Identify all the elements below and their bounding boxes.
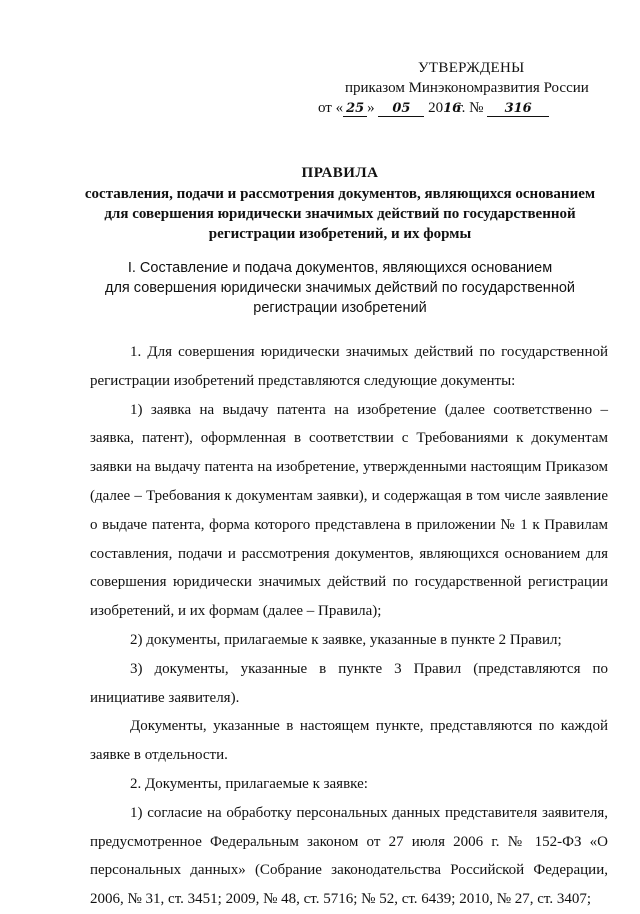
paragraph: 2. Документы, прилагаемые к заявке: xyxy=(130,775,368,792)
paragraph: 1. Для совершения юридически значимых действий по государственной регистрации изобретений представляются следующие документы: xyxy=(90,344,608,389)
document-title xyxy=(70,163,610,244)
document-body xyxy=(90,338,608,914)
handwritten-order-number: 316 xyxy=(487,101,549,117)
handwritten-month: 05 xyxy=(378,101,424,117)
section-heading xyxy=(100,258,580,318)
paragraph: 3) документы, указанные в пункте 3 Правил (представляются по инициативе заявителя). xyxy=(90,660,608,706)
handwritten-day: 25 xyxy=(343,101,367,117)
title-line: для совершения юридически значимых действий по государственной xyxy=(104,206,576,222)
paragraph: Документы, указанные в настоящем пункте, представляются по каждой заявке в отдельности. xyxy=(90,718,608,764)
date-prefix: от « xyxy=(318,100,344,116)
paragraph: 2) документы, прилагаемые к заявке, указанные в пункте 2 Правил; xyxy=(130,631,562,648)
approval-date-line: от « 25 » 05 2016г. № 316 xyxy=(318,98,618,118)
section-line: для совершения юридически значимых действий по государственной xyxy=(104,280,575,296)
approval-block xyxy=(318,58,618,118)
approval-order: приказом Минэкономразвития России xyxy=(345,80,589,96)
year-end: г. № xyxy=(457,100,484,116)
paragraph: 1) заявка на выдачу патента на изобретение (далее соответственно – заявка, патент), оформленная в соответствии с Требованиями к документам заявки на выдачу патента на изобретение, утвержденными настоящим Приказом (далее – Требования к документам заявки), и содержащая в том числе заявление о выдаче патента, форма которого представлена в приложении № 1 к Правилам составления, подачи и рассмотрения документов, являющихся основанием для совершения юридически значимых действий по государственной регистрации изобретений, и их формам (далее – Правила); xyxy=(90,401,608,620)
handwritten-year: 16 xyxy=(443,101,462,116)
section-line: регистрации изобретений xyxy=(253,300,427,316)
section-line: I. Составление и подача документов, являющихся основанием xyxy=(127,260,553,276)
title-main: ПРАВИЛА xyxy=(301,165,379,181)
title-line: составления, подачи и рассмотрения документов, являющихся основанием xyxy=(84,186,596,202)
title-line: регистрации изобретений, и их формы xyxy=(208,226,472,242)
paragraph: 1) согласие на обработку персональных данных представителя заявителя, предусмотренное Федеральным законом от 27 июля 2006 г. № 152-ФЗ «О персональных данных» (Собрание законодательства Российской Федерации, 2006, № 31, ст. 3451; 2009, № 48, ст. 5716; № 52, ст. 6439; 2010, № 27, ст. 3407; xyxy=(90,804,608,908)
year-prefix: 20 xyxy=(428,100,444,116)
approval-title: УТВЕРЖДЕНЫ xyxy=(418,60,525,76)
